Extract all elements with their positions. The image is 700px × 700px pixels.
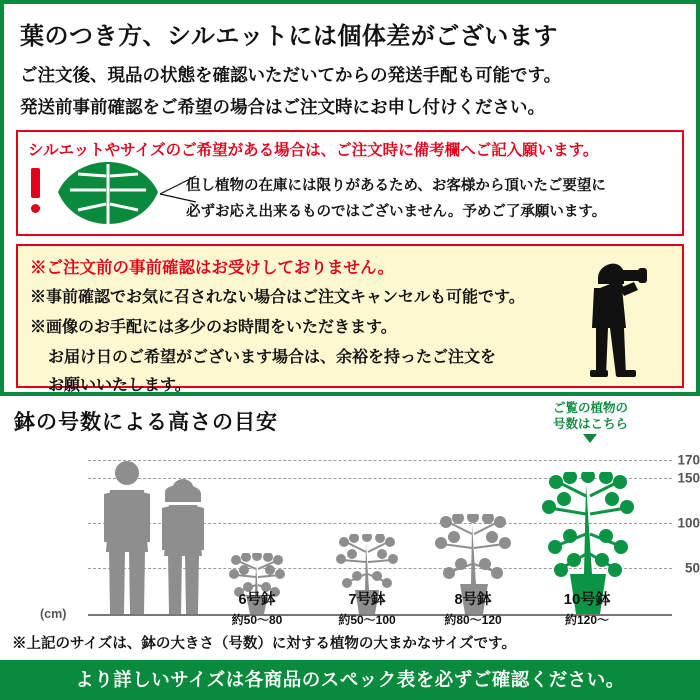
chart-label-8-pot: 8号鉢 [454, 592, 492, 608]
exclamation-icon [30, 168, 42, 214]
person-with-binoculars-icon [576, 258, 662, 378]
footer-note: ※上記のサイズは、鉢の大きさ（号数）に対する植物の大まかなサイズです。 [12, 636, 517, 652]
chart-label-10-pot: 10号鉢 [563, 591, 611, 608]
caution-line-3: ※画像のお手配には多少のお時間をいただきます。 [30, 319, 397, 336]
chart-label-7 [307, 588, 427, 628]
caution-line-1: ※ご注文前の事前確認はお受けしておりません。 [30, 259, 394, 277]
chart-title: 鉢の号数による高さの目安 [14, 411, 278, 434]
request-notice-box [16, 130, 684, 236]
chart-label-8 [413, 588, 533, 628]
request-note-line-2: 必ずお応え出来るものではございません。予めご了承願います。 [186, 204, 607, 220]
chart-label-7-pot: 7号鉢 [348, 592, 386, 608]
request-notice-title: シルエットやサイズのご希望がある場合は、ご注文時に備考欄へご記入願います。 [28, 142, 599, 159]
footer-bar [0, 660, 700, 700]
request-note-line-1: 但し植物の在庫には限りがあるため、お客様から頂いたご要望に [186, 178, 606, 194]
chart-callout [553, 400, 628, 443]
caution-line-2: ※事前確認でお気に召されない場合はご注文キャンセルも可能です。 [30, 289, 525, 306]
monstera-leaf-icon [52, 160, 164, 226]
height-guide-chart [0, 400, 700, 630]
chart-label-6-height: 約50〜80 [231, 613, 283, 627]
chart-callout-line-1: ご覧の植物の [552, 401, 628, 415]
chart-label-7-height: 約50〜100 [338, 613, 396, 627]
ytick-label-100: 100 [677, 515, 700, 531]
yaxis-unit-label: (cm) [40, 607, 67, 621]
footer-bar-text: より詳しいサイズは各商品のスペック表を必ずご確認ください。 [75, 669, 625, 690]
notice-subtitle-1: ご注文後、現品の状態を確認いただいてからの発送手配も可能です。 [20, 65, 562, 85]
ytick-label-150: 150 [677, 470, 700, 486]
notice-subtitle-2: 発送前事前確認をご希望の場合はご注文時にお申し付けください。 [20, 97, 545, 117]
page-title: 葉のつき方、シルエットには個体差がございます [20, 23, 558, 50]
chart-label-10 [527, 588, 647, 628]
caution-line-5: お願いいたします。 [48, 377, 191, 394]
person-male-silhouette [100, 460, 154, 614]
ytick-label-170: 170 [677, 452, 700, 468]
chart-label-10-height: 約120〜 [564, 613, 610, 627]
ytick-label-50: 50 [684, 560, 700, 576]
chart-label-6 [197, 588, 317, 628]
caution-notice-box [16, 244, 684, 394]
chart-label-6-pot: 6号鉢 [238, 592, 276, 608]
chart-label-8-height: 約80〜120 [444, 613, 502, 627]
caution-line-4: お届け日のご希望がございます場合は、余裕を持ったご注文を [48, 349, 497, 366]
chart-callout-line-2: 号数はこちら [552, 417, 628, 431]
gridline-170 [88, 460, 672, 461]
